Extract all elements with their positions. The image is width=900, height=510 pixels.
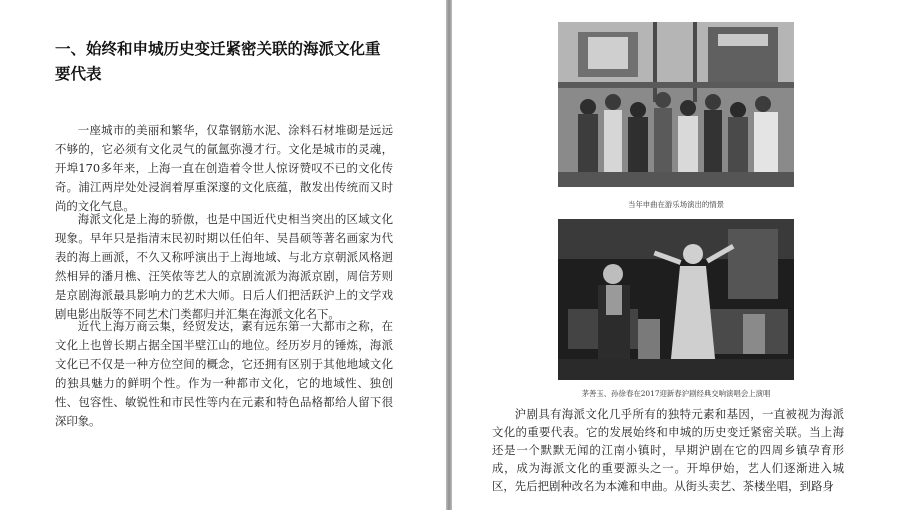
paragraph-3: 近代上海万商云集，经贸发达，素有远东第一大都市之称，在文化上也曾长期占据全国半壁江山的地位。经历岁月的锤炼，海派文化已不仅是一种方位空间的概念，它还拥有区别于其他地域文化的独具魅力的鲜明个性。作为一种都市文化，它的地域性、独创性、包容性、敏锐性和市民性等内在元素和特色品格都给人留下很深印象。 bbox=[55, 319, 393, 428]
concert-photo bbox=[558, 219, 794, 380]
photo-caption-2: 茅善玉、孙徐春在2017迎新春沪剧经典交响演唱会上演唱 bbox=[581, 389, 771, 398]
photo-caption-1: 当年申曲在游乐场演出的情景 bbox=[627, 200, 725, 209]
section-heading: 一、始终和申城历史变迁紧密关联的海派文化重要代表 bbox=[55, 39, 381, 83]
right-page bbox=[452, 0, 900, 510]
historical-performance-photo bbox=[558, 22, 794, 187]
left-page bbox=[0, 0, 446, 510]
right-paragraph: 沪剧具有海派文化几乎所有的独特元素和基因，一直被视为海派文化的重要代表。它的发展始终和申城的历史变迁紧密关联。当上海还是一个默默无闻的江南小镇时，早期沪剧在它的四周乡镇孕育形成，成为海派文化的重要源头之一。开埠伊始，艺人们逐渐进入城区，先后把剧种改名为本滩和申曲。从街头卖艺、茶楼坐唱，到路身 bbox=[492, 407, 844, 493]
paragraph-2: 海派文化是上海的骄傲，也是中国近代史相当突出的区域文化现象。早年只是指清末民初时期以任伯年、吴昌硕等著名画家为代表的海上画派，不久又称呼演出于上海地域、与北方京朝派风格迥然相异的潘月樵、汪笑侬等艺人的京剧流派为海派京剧，周信芳则是京剧海派最具影响力的艺术大师。日后人们把活跃沪上的文学戏剧电影出版等不同艺术门类都归并汇集在海派文化名下。 bbox=[55, 212, 393, 321]
paragraph-1: 一座城市的美丽和繁华，仅靠钢筋水泥、涂料石材堆砌是远远不够的，它必须有文化灵气的氤氲弥漫才行。文化是城市的灵魂，开埠170多年来，上海一直在创造着令世人惊讶赞叹不已的文化传奇。浦江两岸处处浸润着厚重深邃的文化底蕴，散发出传统而又时尚的文化气息。 bbox=[55, 123, 393, 213]
